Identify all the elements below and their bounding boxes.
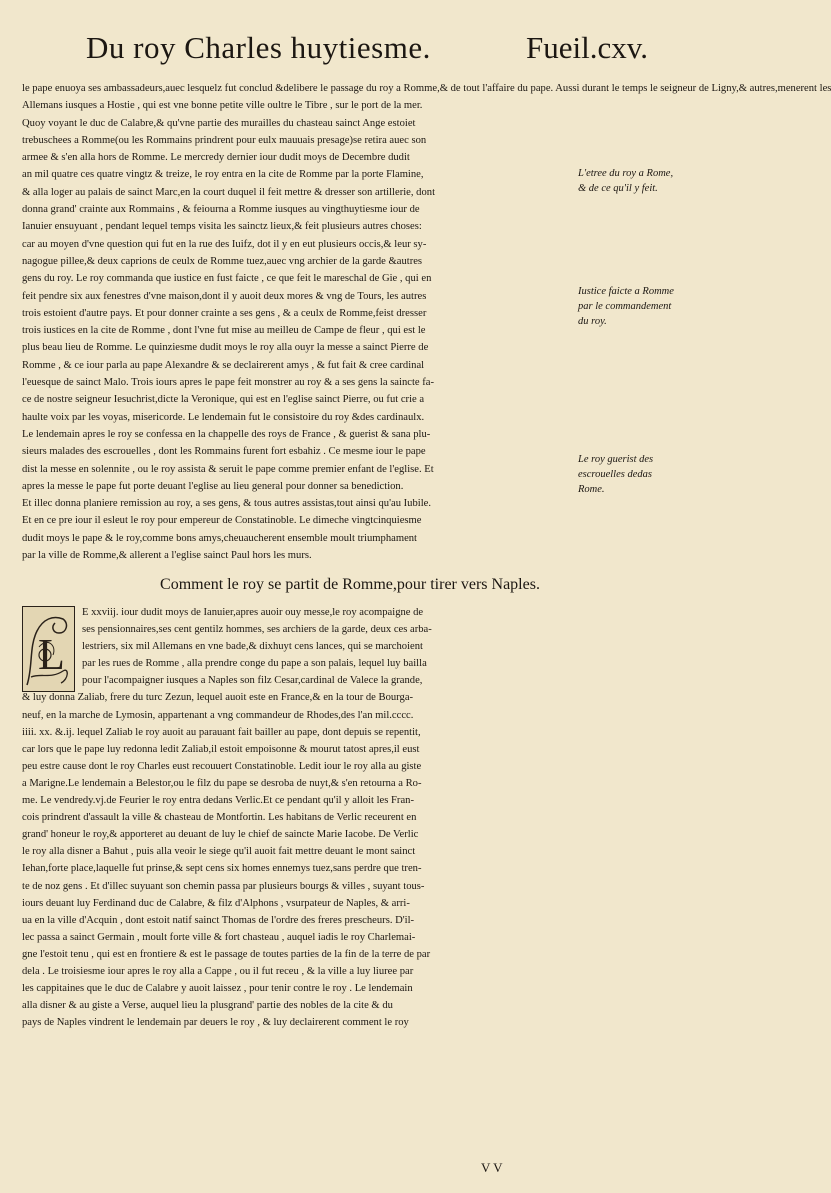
chapter-line: pour l'acompaigner iusques a Naples son filz Cesar,cardinal de Valece la grande,: [82, 675, 423, 687]
chapter-line: a Marigne.Le lendemain a Belestor,ou le filz du pape se desroba de nuyt,& s'en retourna a Ro-: [22, 777, 422, 789]
chapter-line: te de noz gens . Et d'illec suyuant son chemin passa par plusieurs bourgs & villes , suyant tous-: [22, 880, 425, 892]
chapter-line: ua en la ville d'Acquin , dont estoit natif sainct Thomas de l'ordre des freres prescheurs. D'il-: [22, 914, 415, 926]
chapter-line: pays de Naples vindrent le lendemain par deuers le roy , & luy declairerent comment le roy: [22, 1017, 409, 1029]
chapter-line: le roy alla disner a Bahut , puis alla veoir le siege qu'il auoit fait mettre deuant le mont sainct: [22, 846, 416, 858]
chapter-line: grand' honeur le roy,& apporteret au deuant de luy le chief de saincte Marie Iacobe. De Verlic: [22, 829, 419, 841]
chapter-line: par les rues de Romme , alla prendre conge du pape a son palais, lequel luy bailla: [82, 658, 427, 670]
chapter-lines: [22, 604, 572, 1031]
text-line: Et illec donna planiere remission au roy, a ses gens, & tous autres assistas,tout ainsi qu'au Iubile.: [22, 498, 431, 510]
chapter-line: lestriers, six mil Allemans en vne bade,& dixhuyt cens lances, qui se marchoient: [82, 641, 423, 653]
chapter-line: & luy donna Zaliab, frere du turc Zezun, lequel auoit este en France,& en la tour de Bourga-: [22, 692, 414, 704]
text-line: sieurs malades des escrouelles , dont les Rommains furent fort esbahiz . Ce mesme iour le pape: [22, 446, 426, 458]
text-line: trois estoient d'autre pays. Et pour donner crainte a ses gens , & a ceulx de Romme,feist dresser: [22, 307, 427, 319]
text-line: armee & s'en alla hors de Romme. Le mercredy dernier iour dudit moys de Decembre dudit: [22, 152, 410, 164]
chapter-line: les cappitaines que le duc de Calabre y auoit laissez , pour tenir contre le roy . Le lendemain: [22, 983, 413, 995]
running-title: Du roy Charles huytiesme.: [86, 30, 431, 65]
text-line: haulte voix par les voyas, misericorde. Le lendemain fut le consistoire du roy &des cardinaulx.: [22, 411, 425, 423]
text-line: par la ville de Romme,& allerent a l'eglise sainct Paul hors les murs.: [22, 550, 312, 562]
chapter-line: alla disner & au giste a Verse, auquel lieu la plusgrand' partie des nobles de la cite & du: [22, 1000, 393, 1012]
text-line: donna grand' crainte aux Rommains , & feiourna a Romme iusques au vingthuytiesme iour de: [22, 204, 420, 216]
text-line: dudit moys le pape & le roy,comme bons amys,cheuaucherent ensemble moult triumphament: [22, 532, 418, 544]
chapter-line: Iehan,forte place,laquelle fut prinse,& sept cens six homes ennemys tuez,sans perdre que tren-: [22, 863, 422, 875]
text-line: car au moyen d'vne question qui fut en la rue des Iuifz, dot il y en eut plusieurs occis,& leur sy-: [22, 238, 427, 250]
sidenote-entry-rome: L'etree du roy a Rome, & de ce qu'il y feit.: [578, 168, 674, 194]
text-line: an mil quatre ces quatre vingtz & treize, le roy entra en la cite de Romme par la porte Flamine,: [22, 169, 424, 181]
text-line: Romme , & ce iour parla au pape Alexandre & se declairerent amys , & fut fait & cree cardinal: [22, 359, 425, 371]
text-line: trois iustices en la cite de Romme , dont l'vne fut mise au meilleu de Campe de fleur , qui est le: [22, 325, 426, 337]
chapter-line: gne l'estoit tenu , qui est en frontiere & est le passage de toutes parties de la fin de la terre de par: [22, 948, 431, 960]
chapter-line: ses pensionnaires,ses cent gentilz hommes, ses archiers de la garde, deux ces arba-: [82, 624, 432, 636]
text-line: plus beau lieu de Romme. Le quinziesme dudit moys le roy alla ouyr la messe a sainct Pierre de: [22, 342, 429, 354]
decorated-initial: [22, 606, 75, 692]
decorated-initial-icon: [23, 607, 74, 691]
text-line: & alla loger au palais de sainct Marc,en la court duquel il feit mettre & dresser son artillerie, dont: [22, 186, 436, 198]
text-line: Le lendemain apres le roy se confessa en la chappelle des roys de France , & guerist & sana plu-: [22, 428, 431, 440]
chapter-text-block: [22, 604, 572, 1031]
text-line: dist la messe en solennite , ou le roy assista & seruit le pape comme premier enfant de l'eglise. Et: [22, 463, 434, 475]
chapter-line: lec passa a sainct Germain , moult forte ville & fort chasteau , auquel iadis le roy Charlemai-: [22, 931, 416, 943]
sidenote-justice: Iustice faicte a Romme par le commandement du roy.: [578, 286, 674, 327]
chapter-heading: Comment le roy se partit de Romme,pour tirer vers Naples.: [160, 576, 540, 593]
chapter-line: dela . Le troisiesme iour apres le roy alla a Cappe , ou il fut receu , & la ville a luy liuree par: [22, 965, 414, 977]
text-line: Et en ce pre iour il esleut le roy pour empereur de Constatinoble. Le dimeche vingtcinquiesme: [22, 515, 422, 527]
folio-number: Fueil.cxv.: [526, 30, 648, 65]
text-line: l'euesque de sainct Malo. Trois iours apres le pape feit monstrer au roy & a ses gens la saincte fa-: [22, 377, 435, 389]
chapter-line: neuf, en la marche de Lymosin, appartenant a vng commandeur de Rhodes,des l'an mil.cccc.: [22, 709, 414, 721]
sidenote-scrofula: Le roy guerist des escrouelles dedas Rome.: [578, 454, 654, 495]
text-line: gens du roy. Le roy commanda que iustice en fust faicte , ce que feit le mareschal de Gie , qui en: [22, 273, 432, 285]
text-line: apres la messe le pape fut porte deuant l'eglise au lieu general pour donner sa benediction.: [22, 480, 404, 492]
text-line: feit pendre six aux fenestres d'vne maison,dont il y auoit deux mores & vng de Tours, les autres: [22, 290, 427, 302]
text-line: Quoy voyant le duc de Calabre,& qu'vne partie des murailles du chasteau sainct Ange estoiet: [22, 117, 416, 129]
chapter-line: E xxviij. iour dudit moys de Ianuier,apres auoir ouy messe,le roy acompaigne de: [82, 607, 424, 618]
chapter-line: iiii. xx. &.ij. lequel Zaliab le roy auoit au parauant fait bailler au pape, dont depuis se repentit,: [22, 726, 421, 738]
initial-letter: L: [38, 630, 65, 679]
signature-mark: V V: [481, 1160, 503, 1175]
text-line: ce de nostre seigneur Iesuchrist,dicte la Veronique, qui est en l'eglise sainct Pierre, ou fut crie a: [22, 394, 425, 406]
text-line: le pape enuoya ses ambassadeurs,auec lesquelz fut conclud &delibere le passage du roy a Romme,& de tout l'affaire du pape. Aussi durant le temps le seigneur de Ligny,& autres,menerent les: [22, 83, 831, 94]
text-line: nagogue pillee,& deux caprions de ceulx de Romme tuez,auec vng archier de la garde &autres: [22, 255, 423, 267]
text-line: Allemans iusques a Hostie , qui est vne bonne petite ville oultre le Tibre , sur le port de la mer.: [22, 100, 423, 112]
chapter-line: peu estre cause dont le roy Charles eust recouuert Constatinoble. Ledit iour le roy alla au giste: [22, 760, 422, 772]
chapter-line: cois prindrent d'assault la ville & chasteau de Montfortin. Les habitans de Verlic receurent en: [22, 812, 417, 824]
chapter-line: me. Le vendredy.vj.de Feurier le roy entra dedans Verlic.Et ce pendant qu'il y alloit les Fran-: [22, 795, 414, 807]
chapter-line: iours deuant luy Ferdinand duc de Calabre, & filz d'Alphons , vsurpateur de Naples, & arri-: [22, 897, 410, 909]
text-line: trebuschees a Romme(ou les Rommains prindrent pour eulx mauuais presage)se retira auec son: [22, 134, 427, 146]
text-line: Ianuier ensuyuant , pendant lequel temps visita les sainctz lieux,& feit plusieurs autres choses:: [22, 221, 422, 233]
chapter-line: car lors que le pape luy redonna ledit Zaliab,il estoit empoisonne & mourut tatost apres,il eust: [22, 743, 420, 755]
